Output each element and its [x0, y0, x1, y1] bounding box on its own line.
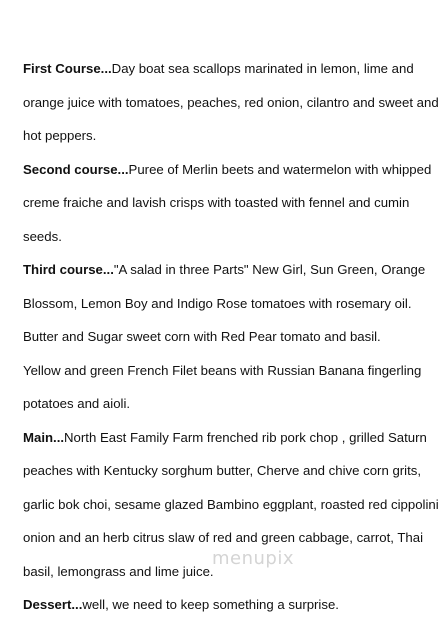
course-title: Main... — [23, 429, 65, 445]
menu-document — [23, 52, 439, 622]
course-text: Day boat sea scallops marinated in lemon, lime and — [111, 61, 414, 76]
watermark: menupix — [212, 548, 295, 569]
course-main-line-3 — [23, 488, 439, 522]
course-first-line-2 — [23, 86, 439, 120]
course-text: Butter and Sugar sweet corn with Red Pear tomato and basil. — [23, 329, 381, 344]
course-text: orange juice with tomatoes, peaches, red onion, cilantro and sweet and — [23, 94, 439, 110]
course-third-line-3 — [23, 320, 433, 354]
course-third-line-1 — [23, 253, 433, 287]
course-text: potatoes and aioli. — [23, 396, 131, 411]
course-text: hot peppers. — [23, 128, 97, 143]
course-title: First Course... — [23, 61, 112, 76]
course-text: garlic bok choi, sesame glazed Bambino eggplant, roasted red cippolini — [23, 496, 439, 512]
course-title: Third course... — [23, 262, 114, 277]
course-text: onion and an herb citrus slaw of red and green cabbage, carrot, Thai — [23, 530, 424, 545]
course-second-line-1 — [23, 153, 433, 187]
course-text: Blossom, Lemon Boy and Indigo Rose tomatoes with rosemary oil. — [23, 295, 412, 311]
course-text: Yellow and green French Filet beans with Russian Banana fingerling — [23, 362, 422, 378]
course-main-line-1 — [23, 421, 433, 455]
course-title: Second course... — [23, 161, 129, 177]
course-third-line-5 — [23, 387, 433, 421]
course-text: creme fraiche and lavish crisps with toasted with fennel and cumin — [23, 195, 410, 210]
course-text: basil, lemongrass and lime juice. — [23, 563, 214, 579]
course-second-line-2 — [23, 186, 433, 220]
course-first-line-1 — [23, 52, 433, 86]
course-text: "A salad in three Parts" New Girl, Sun Green, Orange — [113, 262, 426, 277]
course-third-line-4 — [23, 354, 433, 388]
course-text: well, we need to keep something a surprise. — [82, 597, 339, 612]
course-title: Dessert... — [23, 597, 83, 612]
course-dessert-line-1 — [23, 588, 433, 622]
course-main-line-2 — [23, 454, 433, 488]
course-second-line-3 — [23, 220, 433, 254]
course-text: Puree of Merlin beets and watermelon with whipped — [128, 161, 432, 177]
course-third-line-2 — [23, 287, 433, 321]
course-first-line-3 — [23, 119, 433, 153]
course-text: North East Family Farm frenched rib pork chop , grilled Saturn — [64, 429, 427, 445]
course-text: seeds. — [23, 228, 62, 244]
course-text: peaches with Kentucky sorghum butter, Cherve and chive corn grits, — [23, 463, 422, 478]
